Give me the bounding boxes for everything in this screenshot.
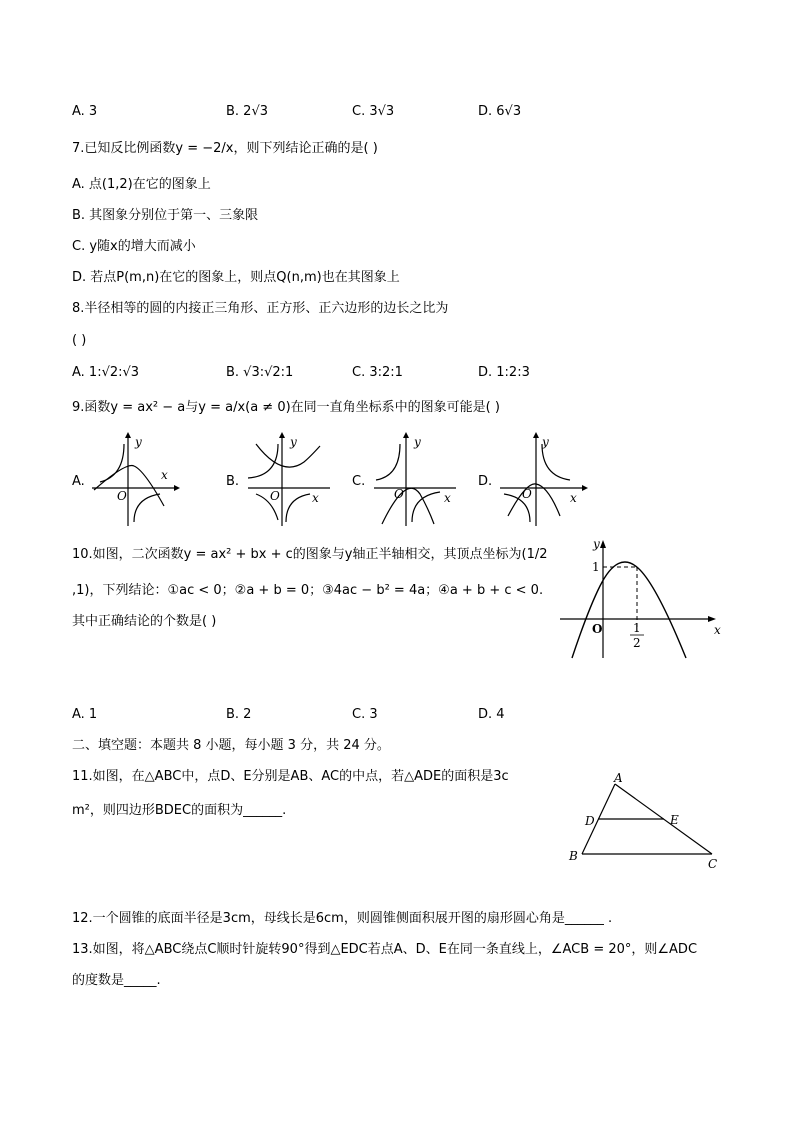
- x-label: x: [444, 491, 451, 505]
- y-label: y: [290, 435, 297, 449]
- q6-option-c: C. 3√3: [352, 104, 395, 119]
- q6-option-d: D. 6√3: [478, 104, 522, 119]
- q10-option-d: D. 4: [478, 707, 505, 722]
- hyperbola-branch-2: [134, 494, 160, 522]
- x-label: x: [312, 491, 319, 505]
- origin-label: O: [522, 487, 532, 501]
- vertex-b-label: B: [569, 849, 578, 863]
- q11-line1: 11.如图，在△ABC中，点D、E分别是AB、AC的中点，若△ADE的面积是3c: [72, 769, 509, 784]
- y-axis-arrow: [279, 432, 285, 438]
- q12-text: 12.一个圆锥的底面半径是3cm，母线长是6cm，则圆锥侧面积展开图的扇形圆心角是______ .: [72, 911, 613, 926]
- origin-label: O: [270, 489, 280, 503]
- y-axis-arrow: [600, 540, 606, 548]
- q8-paren: ( ): [72, 333, 87, 348]
- x-axis-arrow: [708, 616, 716, 622]
- q9-graph-b: [244, 432, 336, 528]
- half-denominator: 2: [633, 636, 641, 650]
- q10-option-a: A. 1: [72, 707, 98, 722]
- q9-graph-a: [88, 432, 180, 528]
- q8-option-c: C. 3:2:1: [352, 365, 403, 380]
- q6-option-b: B. 2√3: [226, 104, 269, 119]
- x-label: x: [161, 468, 168, 482]
- x-axis-arrow: [582, 485, 588, 491]
- q8-option-d: D. 1:2:3: [478, 365, 530, 380]
- vertex-y-label: 1: [592, 560, 600, 574]
- q9-graph-d: [496, 432, 588, 528]
- hyperbola-branch-1: [376, 444, 400, 480]
- q10-graph: [560, 536, 726, 660]
- origin-label: O: [394, 487, 404, 501]
- q8-option-b: B. √3:√2:1: [226, 365, 294, 380]
- parabola: [94, 466, 164, 507]
- q10-stem-line1: 10.如图，二次函数y = ax² + bx + c的图象与y轴正半轴相交，其顶点坐标为(1/2: [72, 547, 548, 562]
- q9-stem: 9.函数y = ax² − a与y = a/x(a ≠ 0)在同一直角坐标系中的图象可能是( ): [72, 400, 500, 415]
- q8-option-a: A. 1:√2:√3: [72, 365, 140, 380]
- section-heading: 二、填空题：本题共 8 小题，每小题 3 分，共 24 分。: [72, 738, 390, 753]
- x-label: x: [714, 623, 721, 637]
- q10-option-c: C. 3: [352, 707, 378, 722]
- origin-label: O: [592, 622, 603, 636]
- q10-stem-line2: ,1)，下列结论：①ac < 0；②a + b = 0；③4ac − b² = 4a；④a + b + c < 0.: [72, 583, 544, 598]
- q11-triangle-figure: [564, 770, 730, 872]
- q9-label-a: A.: [72, 474, 85, 489]
- y-label: y: [414, 435, 421, 449]
- vertex-c-label: C: [708, 857, 718, 871]
- vertex-a-label: A: [614, 771, 623, 785]
- q10-stem-line3: 其中正确结论的个数是( ): [72, 614, 217, 629]
- q10-option-b: B. 2: [226, 707, 252, 722]
- q7-stem: 7.已知反比例函数y = −2/x，则下列结论正确的是( ): [72, 141, 378, 156]
- y-label: y: [542, 435, 549, 449]
- parabola: [572, 562, 686, 658]
- q9-label-d: D.: [478, 474, 493, 489]
- hyperbola-branch-2: [286, 494, 310, 522]
- y-label: y: [593, 537, 600, 551]
- hyperbola-branch-1: [542, 444, 570, 480]
- hyperbola-branch-2: [412, 492, 440, 522]
- q7-option-d: D. 若点P(m,n)在它的图象上，则点Q(n,m)也在其图象上: [72, 270, 400, 285]
- q9-graph-c: [370, 432, 462, 528]
- q9-label-b: B.: [226, 474, 240, 489]
- q7-option-a: A. 点(1,2)在它的图象上: [72, 177, 211, 192]
- parabola: [508, 484, 560, 516]
- origin-label: O: [117, 489, 127, 503]
- y-label: y: [135, 435, 142, 449]
- y-axis-arrow: [533, 432, 539, 438]
- parabola: [256, 444, 320, 467]
- y-axis-arrow: [403, 432, 409, 438]
- q8-stem: 8.半径相等的圆的内接正三角形、正方形、正六边形的边长之比为: [72, 301, 449, 316]
- hyperbola-branch-1: [100, 444, 124, 482]
- q7-option-b: B. 其图象分别位于第一、三象限: [72, 208, 259, 223]
- q6-option-a: A. 3: [72, 104, 98, 119]
- q9-label-c: C.: [352, 474, 366, 489]
- q13-line2: 的度数是_____.: [72, 973, 161, 988]
- q13-line1: 13.如图，将△ABC绕点C顺时针旋转90°得到△EDC若点A、D、E在同一条直线上，∠ACB = 20°，则∠ADC: [72, 942, 698, 957]
- parabola: [382, 488, 434, 524]
- q11-line2: m²，则四边形BDEC的面积为______.: [72, 803, 287, 818]
- half-numerator: 1: [633, 621, 641, 635]
- q7-option-c: C. y随x的增大而减小: [72, 239, 196, 254]
- y-axis-arrow: [125, 432, 131, 438]
- point-d-label: D: [585, 814, 595, 828]
- x-label: x: [570, 491, 577, 505]
- x-axis-arrow: [174, 485, 180, 491]
- point-e-label: E: [670, 813, 679, 827]
